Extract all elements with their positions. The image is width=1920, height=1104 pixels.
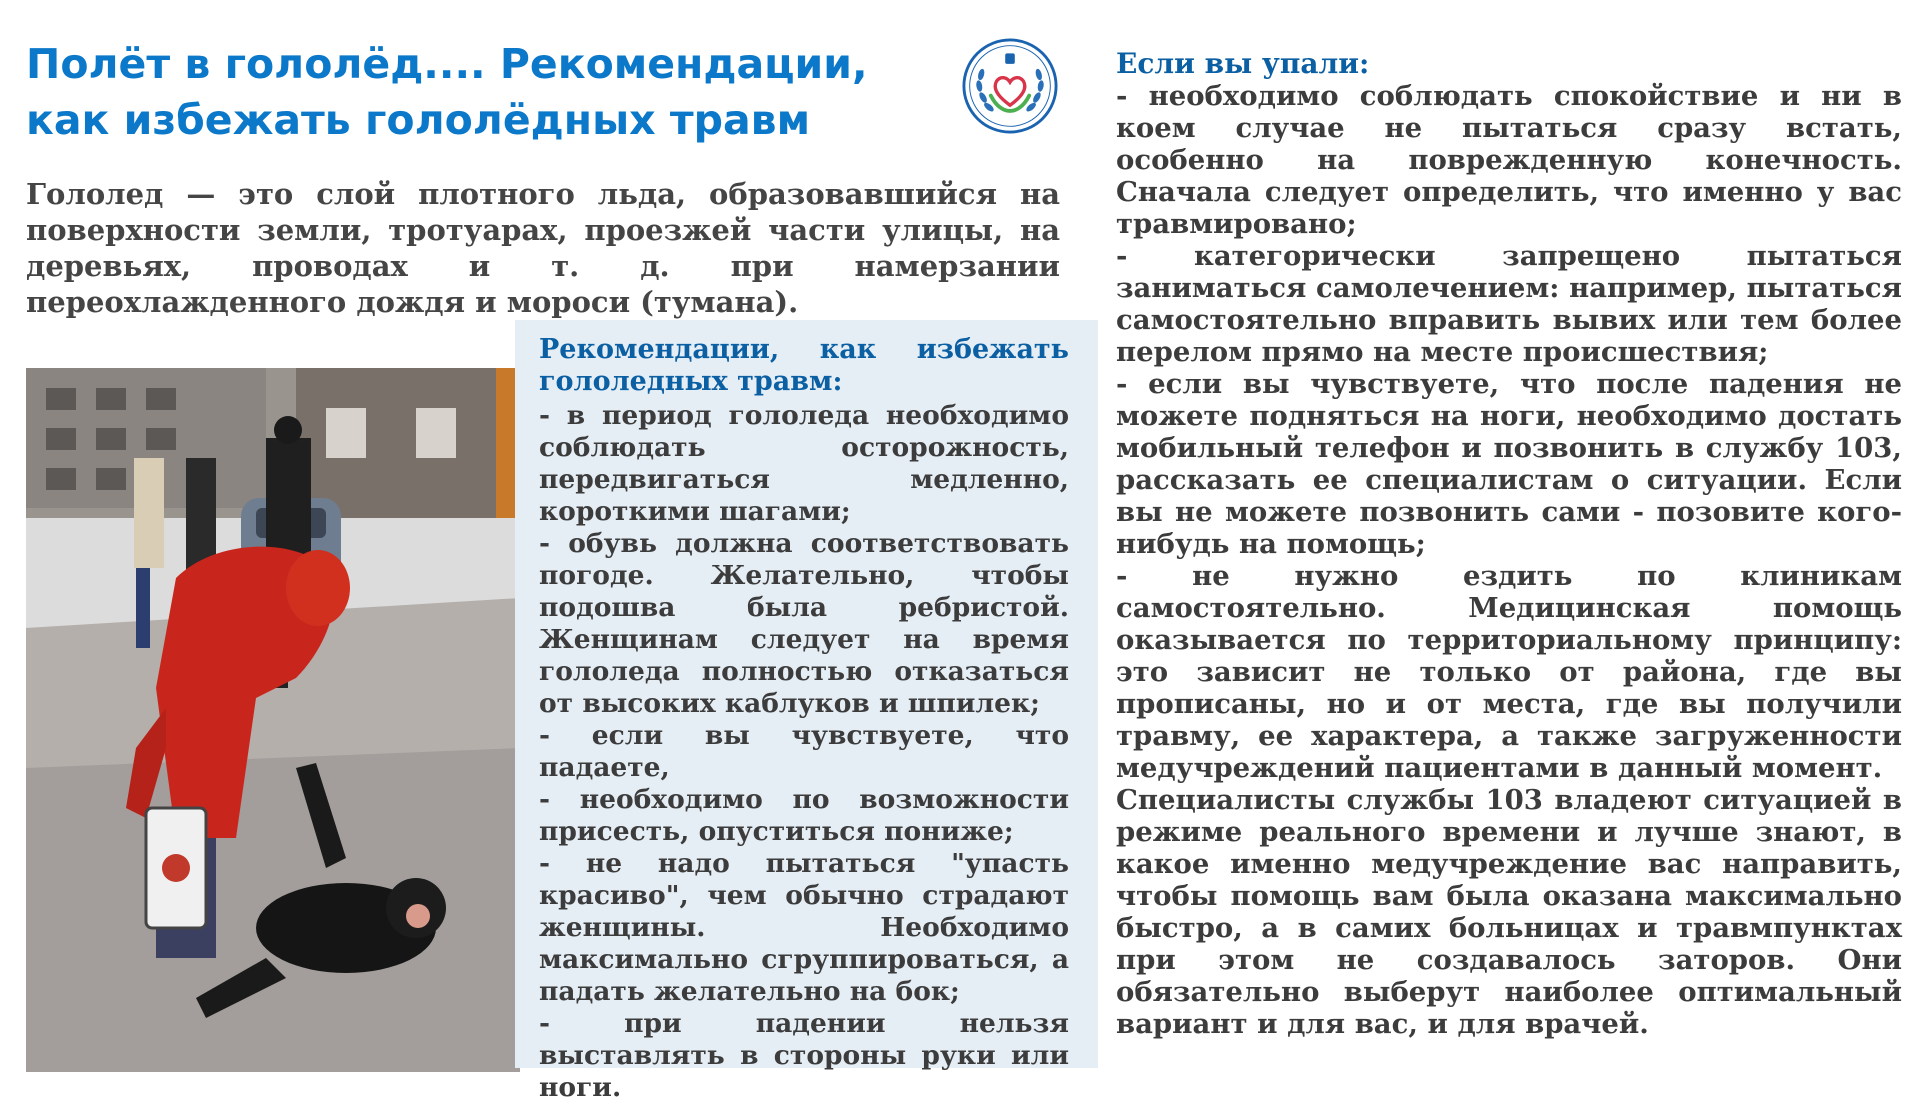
recommendation-item: - обувь должна соответствовать погоде. Желательно, чтобы подошва была ребристой. Женщинам следует на время гололеда полностью отказаться от высоких каблуков и шпилек;	[539, 528, 1069, 719]
winter-fall-photo-icon	[26, 368, 520, 1072]
recommendation-item: - не надо пытаться "упасть красиво", чем обычно страдают женщины. Необходимо максимально сгруппироваться, а падать желательно на бок;	[539, 848, 1069, 1007]
recommendation-item: - при падении нельзя выставлять в стороны руки или ноги.	[539, 1008, 1069, 1103]
heart-hands-emblem-icon	[962, 38, 1058, 134]
if-fallen-item: - если вы чувствуете, что после падения не можете подняться на ноги, необходимо достать мобильный телефон и позвонить в службу 103, рассказать ее специалистам о ситуации. Если вы не можете позвонить сами - позовите кого-нибудь на помощь;	[1116, 368, 1902, 560]
intro-paragraph: Гололед — это слой плотного льда, образовавшийся на поверхности земли, тротуарах, проезжей части улицы, на деревьях, проводах и т. д. при намерзании переохлажденного дождя и мороси (тумана).	[26, 177, 1060, 319]
recommendation-item: - в период гололеда необходимо соблюдать осторожность, передвигаться медленно, короткими шагами;	[539, 400, 1069, 527]
if-fallen-item: - не нужно ездить по клиникам самостоятельно. Медицинская помощь оказывается по территориальному принципу: это зависит не только от района, где вы прописаны, но и от места, где вы получили травму, ее характера, а также загруженности медучреждений пациентами в данный момент.	[1116, 560, 1902, 784]
if-fallen-item: - категорически запрещено пытаться заниматься самолечением: например, пытаться самостоятельно вправить вывих или тем более перелом прямо на месте происшествия;	[1116, 240, 1902, 368]
recommendation-item: - необходимо по возможности присесть, опуститься пониже;	[539, 784, 1069, 847]
if-fallen-item: - необходимо соблюдать спокойствие и ни в коем случае не пытаться сразу встать, особенно на поврежденную конечность. Сначала следует определить, что именно у вас травмировано;	[1116, 80, 1902, 240]
if-fallen-title: Если вы упали:	[1116, 47, 1370, 80]
recommendation-item: - если вы чувствуете, что падаете,	[539, 720, 1069, 783]
page-title: Полёт в гололёд.... Рекомендации, как избежать гололёдных травм	[26, 40, 868, 144]
recommendations-panel	[515, 320, 1098, 1103]
if-fallen-paragraph: Специалисты службы 103 владеют ситуацией в режиме реального времени и лучше знают, в какое именно медучреждение вас направить, чтобы помощь вам была оказана максимально быстро, а в самих больницах и травмпунктах при этом не создавалось заторов. Они обязательно выберут наиболее оптимальный вариант и для вас, и для врачей.	[1116, 784, 1902, 1040]
if-fallen-section	[1116, 48, 1902, 1040]
recommendations-title: Рекомендации, как избежать гололедных травм:	[539, 334, 1069, 397]
